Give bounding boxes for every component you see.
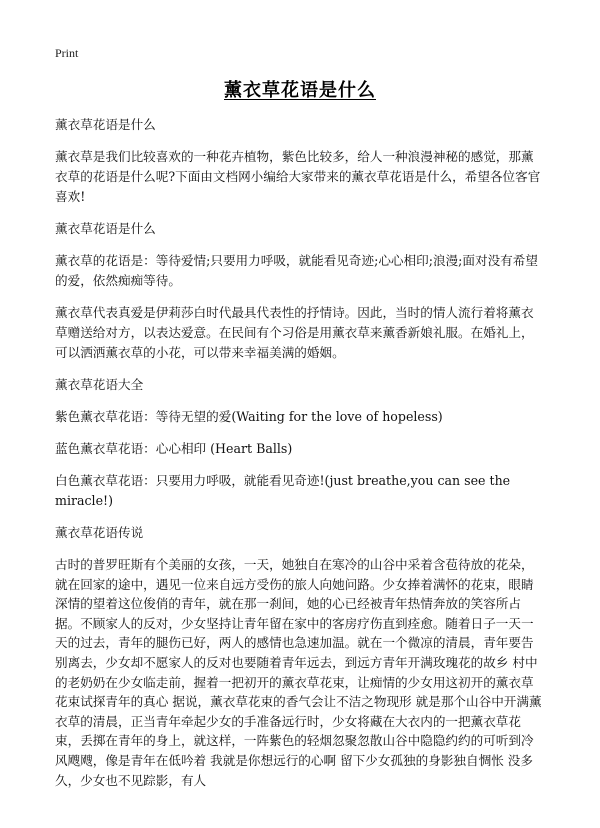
paragraph <box>55 147 545 207</box>
section-heading <box>55 375 545 395</box>
print-link[interactable]: Print <box>55 46 79 60</box>
page-title-text: 薰衣草花语是什么 <box>224 80 376 101</box>
paragraph-text: 紫色薰衣草花语：等待无望的爱(Waiting for the love of hopeless) <box>55 409 443 424</box>
paragraph <box>55 303 545 363</box>
section-heading-text: 薰衣草花语是什么 <box>55 221 156 236</box>
paragraph <box>55 471 545 511</box>
paragraph-text: 薰衣草的花语是：等待爱情;只要用力呼吸，就能看见奇迹;心心相印;浪漫;面对没有希望的爱，依然痴痴等待。 <box>55 253 538 288</box>
paragraph-text: 蓝色薰衣草花语：心心相印 (Heart Balls) <box>55 441 293 456</box>
section-heading-text: 薰衣草花语是什么 <box>55 117 156 132</box>
section-heading <box>55 523 545 543</box>
paragraph <box>55 439 545 459</box>
story-paragraph <box>55 555 545 790</box>
paragraph-text: 白色薰衣草花语：只要用力呼吸，就能看见奇迹!(just breathe,you can see the miracle!) <box>55 473 511 508</box>
section-heading-text: 薰衣草花语大全 <box>55 377 144 392</box>
story-text: 古时的普罗旺斯有个美丽的女孩，一天，她独自在寒冷的山谷中采着含苞待放的花朵，就在回家的途中，遇见一位来自远方受伤的旅人向她问路。少女捧着满怀的花束，眼睛深情的望着这位俊俏的青年，就在那一刹间，她的心已经被青年热情奔放的笑容所占据。不顾家人的反对，少女坚持让青年留在家中的客房疗伤直到痊愈。随着日子一天一天的过去，青年的腿伤已好，两人的感情也急速加温。就在一个微凉的清晨，青年要告别离去，少女却不愿家人的反对也要随着青年远去，到远方青年开满玫瑰花的故乡 村中的老奶奶在少女临走前，握着一把初开的薰衣草花束，让痴情的少女用这初开的薰衣草花束试探青年的真心 据说，薰衣草花束的香气会让不洁之物现形 就是那个山谷中开满薰衣草的清晨，正当青年牵起少女的手准备远行时，少女将藏在大衣内的一把薰衣草花束，丢掷在青年的身上，就这样，一阵紫色的轻烟忽聚忽散山谷中隐隐约约的可听到冷风飕飕，像是青年在低吟着 我就是你想远行的心啊 留下少女孤独的身影独自惆怅 没多久，少女也不见踪影，有人 <box>55 557 542 788</box>
section-heading-text: 薰衣草花语传说 <box>55 525 144 540</box>
paragraph-text: 薰衣草代表真爱是伊莉莎白时代最具代表性的抒情诗。因此，当时的情人流行着将薰衣草赠送给对方，以表达爱意。在民间有个习俗是用薰衣草来薰香新娘礼服。在婚礼上，可以洒洒薰衣草的小花，可以带来幸福美满的婚姻。 <box>55 305 534 360</box>
document-body <box>55 115 545 802</box>
paragraph <box>55 251 545 291</box>
paragraph-text: 薰衣草是我们比较喜欢的一种花卉植物，紫色比较多，给人一种浪漫神秘的感觉，那薰衣草的花语是什么呢?下面由文档网小编给大家带来的薰衣草花语是什么，希望各位客官喜欢! <box>55 149 541 204</box>
section-heading <box>55 219 545 239</box>
page-title <box>0 80 600 102</box>
section-heading <box>55 115 545 135</box>
paragraph <box>55 407 545 427</box>
